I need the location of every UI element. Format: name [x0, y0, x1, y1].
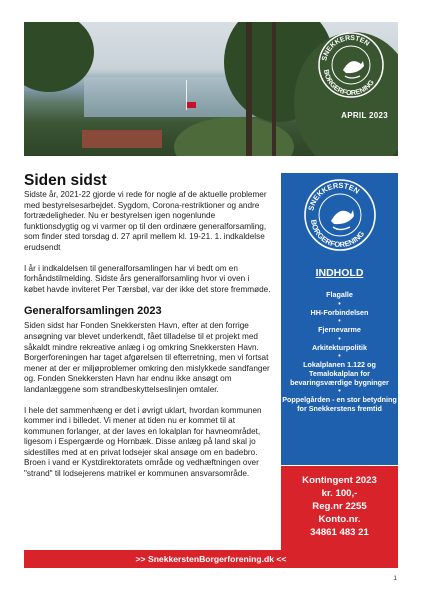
contents-item: Lokalplanen 1.122 og Temalokalplan for bevaringsværdige bygninger: [290, 360, 389, 387]
main-column: [24, 172, 272, 490]
contents-item: Fjernevarme: [318, 325, 361, 335]
painting-trunk: [246, 22, 252, 156]
bullet-dot: •: [338, 388, 341, 396]
bullet-dot: •: [338, 335, 341, 343]
fee-title: Kontingent 2023: [302, 475, 377, 486]
article-paragraph: Sidste år, 2021-22 gjorde vi rede for nogle af de aktuelle problemer med bestyrelsesarbejdet. Sygdom, Corona-restriktioner og andre fortrædeligheder. Nu er bestyrelsen igen nogenlunde funktionsdygtig og vi varmer op til den ordinære generalforsamling, som finder sted torsdag d. 27 april mellem kl. 19-21. 1. indkaldelse erudsendt: [24, 190, 267, 252]
contents-sidebar: [281, 173, 398, 465]
painting-flag: [187, 102, 196, 108]
reg-number: Reg.nr 2255: [312, 501, 367, 512]
bullet-dot: •: [338, 353, 341, 361]
header-logo: [316, 30, 386, 100]
membership-fee-box: [281, 466, 398, 552]
header-painting: [24, 22, 398, 156]
contents-list: [281, 291, 398, 413]
painting-roof: [82, 130, 162, 148]
svg-text:BORGERFORENING: BORGERFORENING: [321, 69, 376, 98]
svg-text:SNEKKERSTEN: SNEKKERSTEN: [306, 180, 362, 212]
contents-item: Poppelgården - en stor betydning for Snekkerstens fremtid: [282, 395, 397, 413]
sidebar-logo: [302, 177, 378, 253]
bullet-dot: •: [338, 318, 341, 326]
contents-item: Flagalle: [326, 290, 353, 299]
page-number: 1: [393, 575, 397, 582]
issue-date: APRIL 2023: [341, 111, 388, 120]
painting-trunk: [272, 22, 276, 156]
bullet-dot: •: [338, 300, 341, 308]
account-label: Konto.nr.: [318, 514, 361, 525]
contents-title: INDHOLD: [315, 267, 364, 279]
section-heading: Generalforsamlingen 2023: [24, 305, 162, 318]
svg-text:BORGERFORENING: BORGERFORENING: [308, 218, 367, 250]
article-paragraph: Siden sidst har Fonden Snekkersten Havn, efter at den forrige ansøgning var blevet underkendt, fået tilladelse til et projekt med såkaldt mindre rekreative anlæg i og omkring Snekkersten Havn. Borgerforeningen har taget afgørelsen til efterretning, men vi fortsat mener at der er miljøproblemer omkring den mislykkede sandfanger og. Fonden Snekkersten Havn har endnu ikke ansøgt om landanlæggene som strandbeskyttelseslinjen omtaler.: [24, 321, 270, 394]
painting-bush: [174, 117, 294, 156]
article-paragraph: I hele det sammenhæng er det i øvrigt uklart, hvordan kommunen kommer ind i billedet. Vi mener at tiden nu er kommet til at kommunen forlanger, at der laves en lokalplan for havneområdet, ligesom i Espergærde og Hornbæk. Disse anlæg på land skal jo sidestilles med at en privat lodsejer skal ansøge om en badebro. Broen i vand er Kystdirektoratets område og vedhæftningen over "strand" til lodsejerens matrikel er kommunen ansvarsområde.: [24, 405, 262, 479]
contents-item: Arkitekturpolitik: [311, 342, 368, 352]
article-title: Siden sidst: [24, 172, 107, 189]
website-link[interactable]: >> SnekkerstenBorgerforening.dk <<: [24, 550, 398, 568]
contents-item: HH-Forbindelsen: [310, 307, 369, 317]
article-paragraph: I år i indkaldelsen til generalforsamlingen har vi bedt om en forhåndstilmelding. Sidste års generalforsamling hvor vi oven i købet havde inviteret Per Tærsbøl, var der ikke det store fremmøde.: [24, 263, 271, 294]
svg-text:SNEKKERSTEN: SNEKKERSTEN: [321, 34, 371, 62]
fee-amount: kr. 100,-: [321, 488, 358, 499]
account-number: 34861 483 21: [310, 527, 369, 538]
